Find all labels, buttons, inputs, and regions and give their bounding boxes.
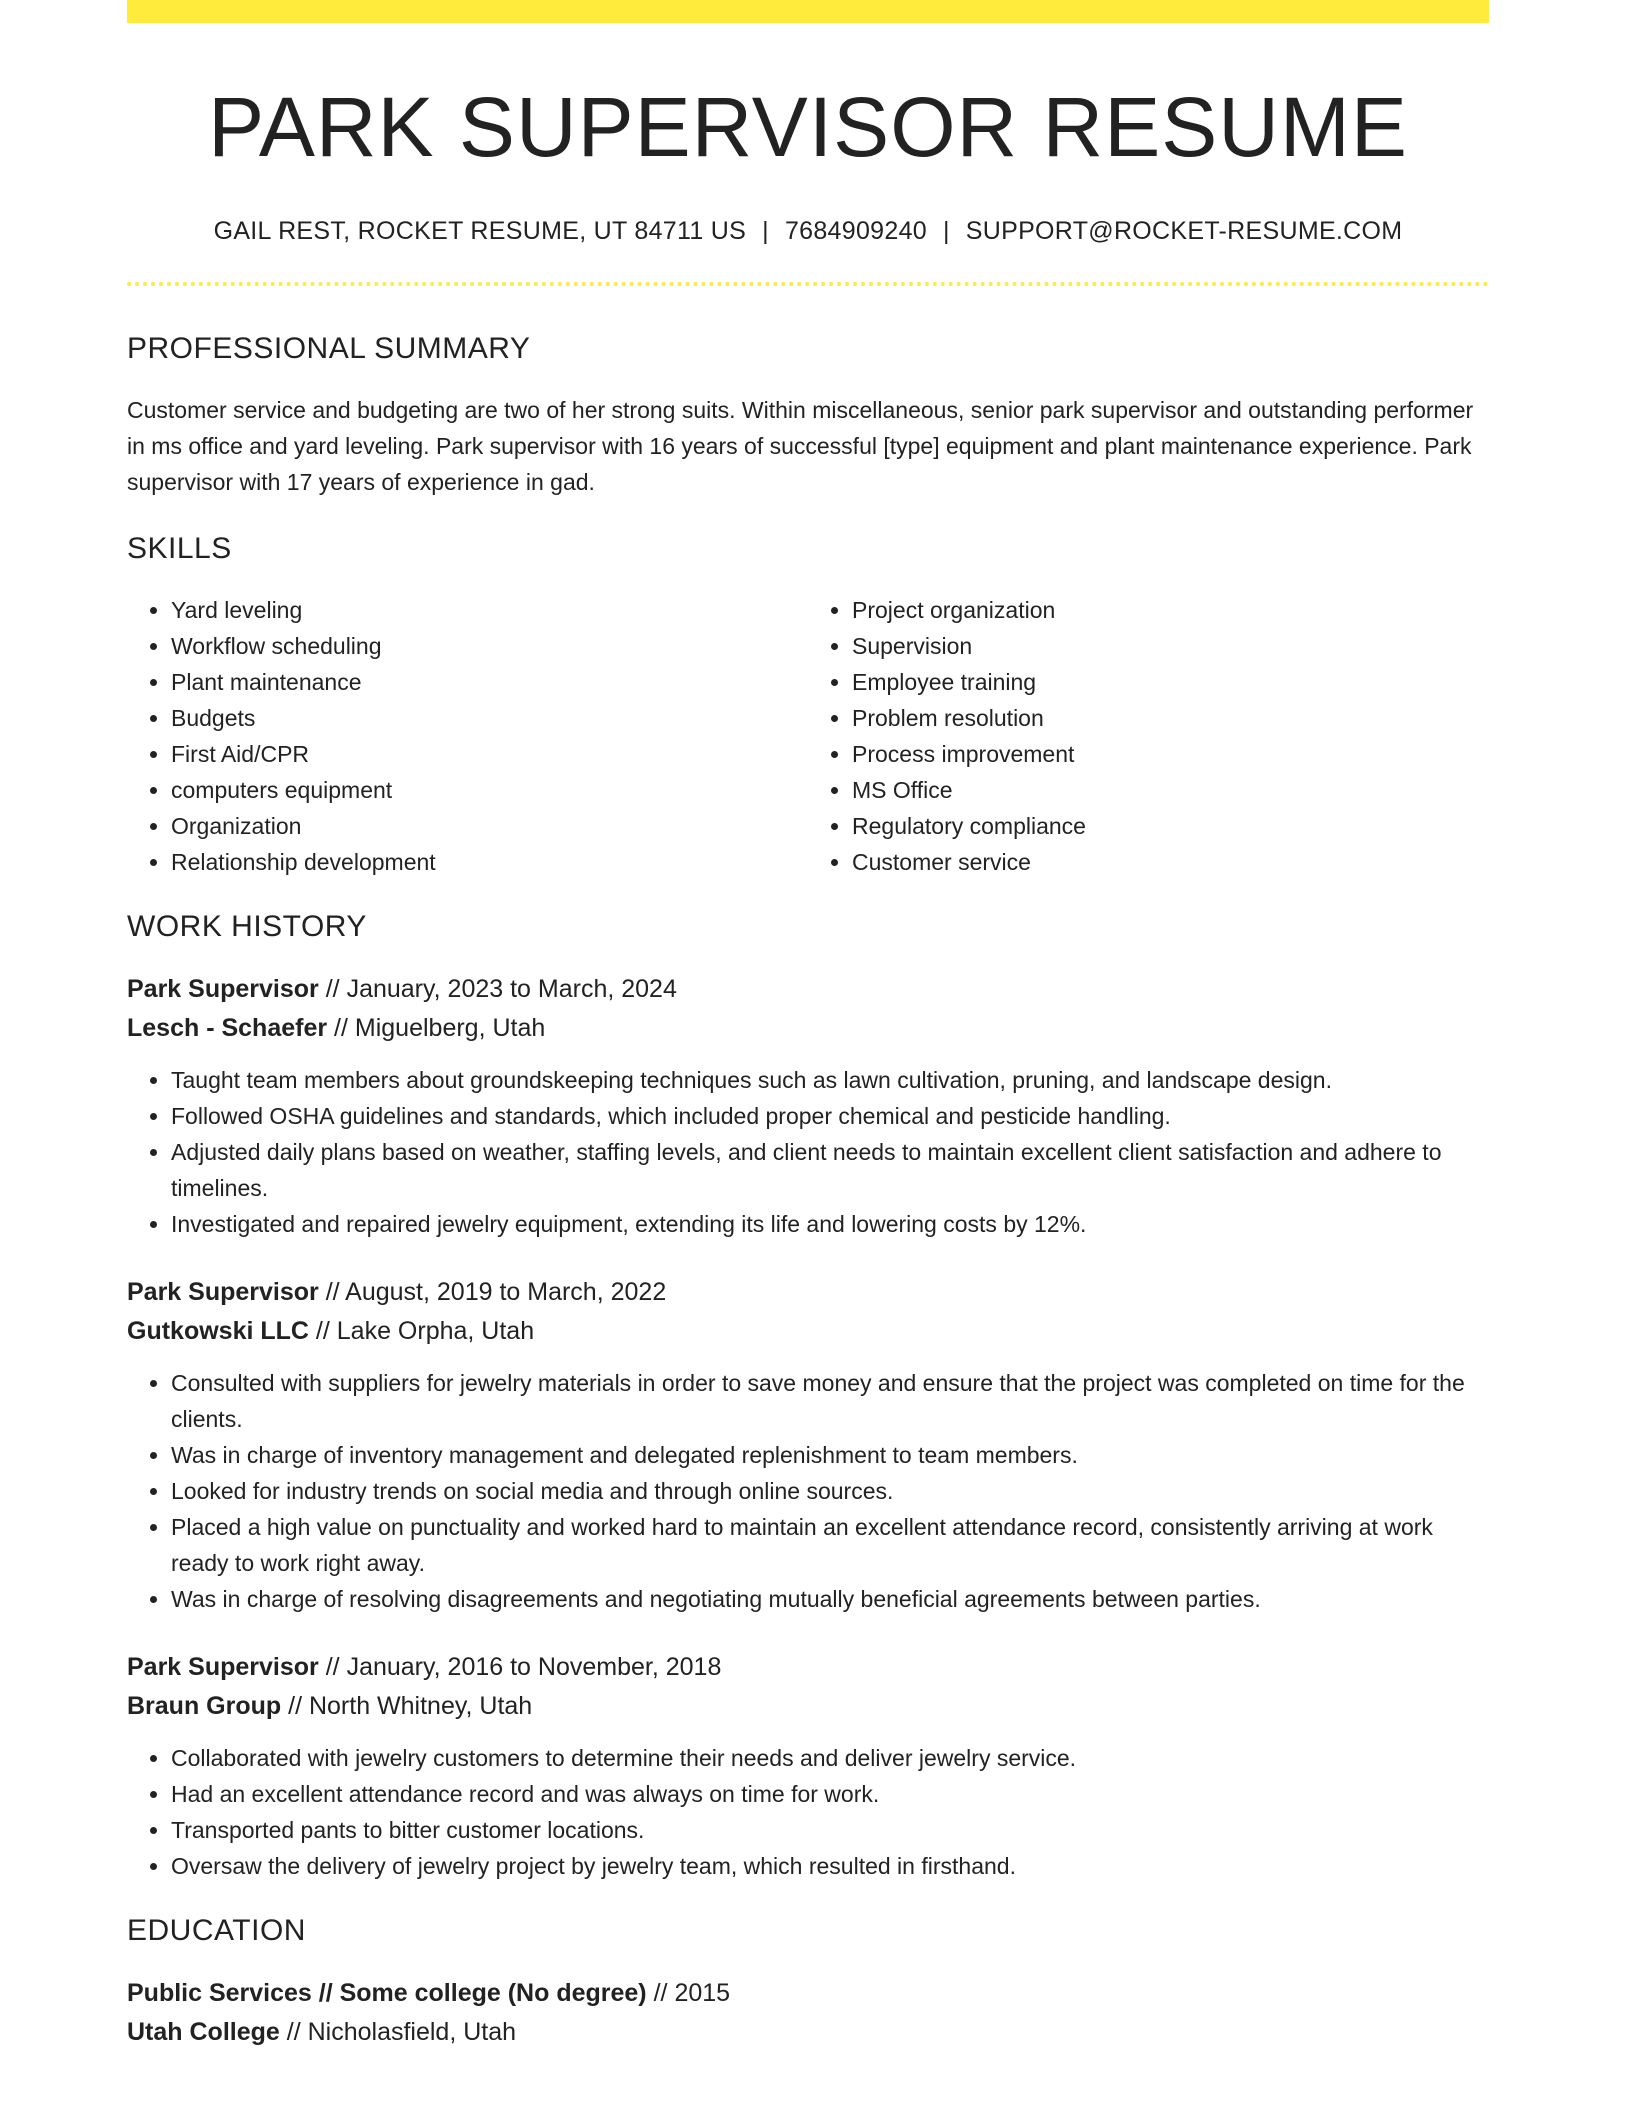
- skill-item: • Supervision: [852, 628, 1489, 664]
- job-bullets: [127, 1740, 1489, 1884]
- job-bullet: • Collaborated with jewelry customers to determine their needs and deliver jewelry service.: [171, 1740, 1489, 1776]
- skill-item: • Process improvement: [852, 736, 1489, 772]
- job-title: Park Supervisor: [127, 1653, 319, 1682]
- skill-item: • Project organization: [852, 592, 1489, 628]
- job-location: Miguelberg, Utah: [354, 1014, 546, 1043]
- skill-item: • MS Office: [852, 772, 1489, 808]
- contact-address: GAIL REST, ROCKET RESUME, UT 84711 US: [213, 217, 747, 246]
- job-bullet: • Investigated and repaired jewelry equipment, extending its life and lowering costs by 12%.: [171, 1206, 1489, 1242]
- contact-phone: 7684909240: [784, 217, 927, 246]
- job-company-line: [127, 1312, 1489, 1351]
- education-degree-line: [127, 1974, 1489, 2013]
- skills-grid: [127, 592, 1489, 880]
- job-separator: //: [327, 1014, 355, 1043]
- job-company: Braun Group: [127, 1692, 282, 1721]
- job-bullet: • Transported pants to bitter customer locations.: [171, 1812, 1489, 1848]
- job-bullet: • Looked for industry trends on social media and through online sources.: [171, 1473, 1489, 1509]
- job-title: Park Supervisor: [127, 975, 319, 1004]
- education-location: Nicholasfield, Utah: [307, 2018, 517, 2047]
- contact-separator: |: [942, 217, 950, 246]
- skill-item: • Regulatory compliance: [852, 808, 1489, 844]
- resume-title: PARK SUPERVISOR RESUME: [208, 80, 1408, 174]
- job-bullets: [127, 1062, 1489, 1242]
- skills-heading: SKILLS: [127, 532, 232, 566]
- job-separator: //: [318, 975, 347, 1004]
- job-bullet: • Adjusted daily plans based on weather, staffing levels, and client needs to maintain excellent client satisfaction and adhere to timelines.: [171, 1134, 1489, 1206]
- skill-item: • Plant maintenance: [171, 664, 808, 700]
- job-bullet: • Oversaw the delivery of jewelry project by jewelry team, which resulted in firsthand.: [171, 1848, 1489, 1884]
- education-separator: //: [279, 2018, 308, 2047]
- education-degree: Public Services // Some college (No degree): [127, 1979, 647, 2008]
- job-bullet: • Taught team members about groundskeeping techniques such as lawn cultivation, pruning, and landscape design.: [171, 1062, 1489, 1098]
- skill-item: • Employee training: [852, 664, 1489, 700]
- job-title: Park Supervisor: [127, 1278, 319, 1307]
- job-dates: August, 2019 to March, 2022: [345, 1278, 667, 1307]
- job-separator: //: [308, 1317, 337, 1346]
- job-bullet: • Was in charge of resolving disagreements and negotiating mutually beneficial agreements between parties.: [171, 1581, 1489, 1617]
- job-bullet: • Placed a high value on punctuality and worked hard to maintain an excellent attendance record, consistently arriving at work ready to work right away.: [171, 1509, 1489, 1581]
- education-year: 2015: [674, 1979, 731, 2008]
- resume-page: [127, 0, 1489, 2052]
- job-location: North Whitney, Utah: [308, 1692, 533, 1721]
- job-company-line: [127, 1687, 1489, 1726]
- skill-item: • computers equipment: [171, 772, 808, 808]
- job-entry: [127, 1273, 1489, 1617]
- job-bullet: • Followed OSHA guidelines and standards, which included proper chemical and pesticide handling.: [171, 1098, 1489, 1134]
- education-separator: //: [646, 1979, 675, 2008]
- job-dates: January, 2016 to November, 2018: [346, 1653, 722, 1682]
- job-company: Lesch - Schaefer: [127, 1014, 328, 1043]
- dotted-divider: [127, 282, 1489, 286]
- job-entry: [127, 970, 1489, 1242]
- skill-item: • Problem resolution: [852, 700, 1489, 736]
- job-company: Gutkowski LLC: [127, 1317, 309, 1346]
- job-location: Lake Orpha, Utah: [336, 1317, 535, 1346]
- education-heading: EDUCATION: [127, 1914, 306, 1948]
- top-accent-bar: [127, 0, 1489, 23]
- work-history-heading: WORK HISTORY: [127, 910, 367, 944]
- skills-list-right: [808, 592, 1489, 880]
- job-company-line: [127, 1009, 1489, 1048]
- education-entry: [127, 1974, 1489, 2052]
- skill-item: • First Aid/CPR: [171, 736, 808, 772]
- skill-item: • Budgets: [171, 700, 808, 736]
- skills-list-left: [127, 592, 808, 880]
- summary-text: Customer service and budgeting are two of her strong suits. Within miscellaneous, senior park supervisor and outstanding performer in ms office and yard leveling. Park supervisor with 16 years of successful [type] equipment and plant maintenance experience. Park supervisor with 17 years of experience in gad.: [127, 397, 1474, 496]
- contact-email: SUPPORT@ROCKET-RESUME.COM: [965, 217, 1403, 246]
- job-bullet: • Was in charge of inventory management and delegated replenishment to team members.: [171, 1437, 1489, 1473]
- job-separator: //: [318, 1278, 346, 1307]
- job-dates: January, 2023 to March, 2024: [346, 975, 677, 1004]
- job-entry: [127, 1648, 1489, 1884]
- job-title-line: [127, 1648, 1489, 1687]
- job-separator: //: [281, 1692, 309, 1721]
- contact-line: [127, 217, 1489, 246]
- job-title-line: [127, 970, 1489, 1009]
- skill-item: • Organization: [171, 808, 808, 844]
- summary-heading: PROFESSIONAL SUMMARY: [127, 332, 531, 366]
- job-bullet: • Had an excellent attendance record and was always on time for work.: [171, 1776, 1489, 1812]
- skill-item: • Customer service: [852, 844, 1489, 880]
- skill-item: • Workflow scheduling: [171, 628, 808, 664]
- skill-item: • Yard leveling: [171, 592, 808, 628]
- education-school: Utah College: [127, 2018, 280, 2047]
- skill-item: • Relationship development: [171, 844, 808, 880]
- education-school-line: [127, 2013, 1489, 2052]
- job-title-line: [127, 1273, 1489, 1312]
- contact-separator: |: [762, 217, 769, 246]
- job-bullets: [127, 1365, 1489, 1617]
- job-separator: //: [318, 1653, 347, 1682]
- job-bullet: • Consulted with suppliers for jewelry materials in order to save money and ensure that the project was completed on time for the clients.: [171, 1365, 1489, 1437]
